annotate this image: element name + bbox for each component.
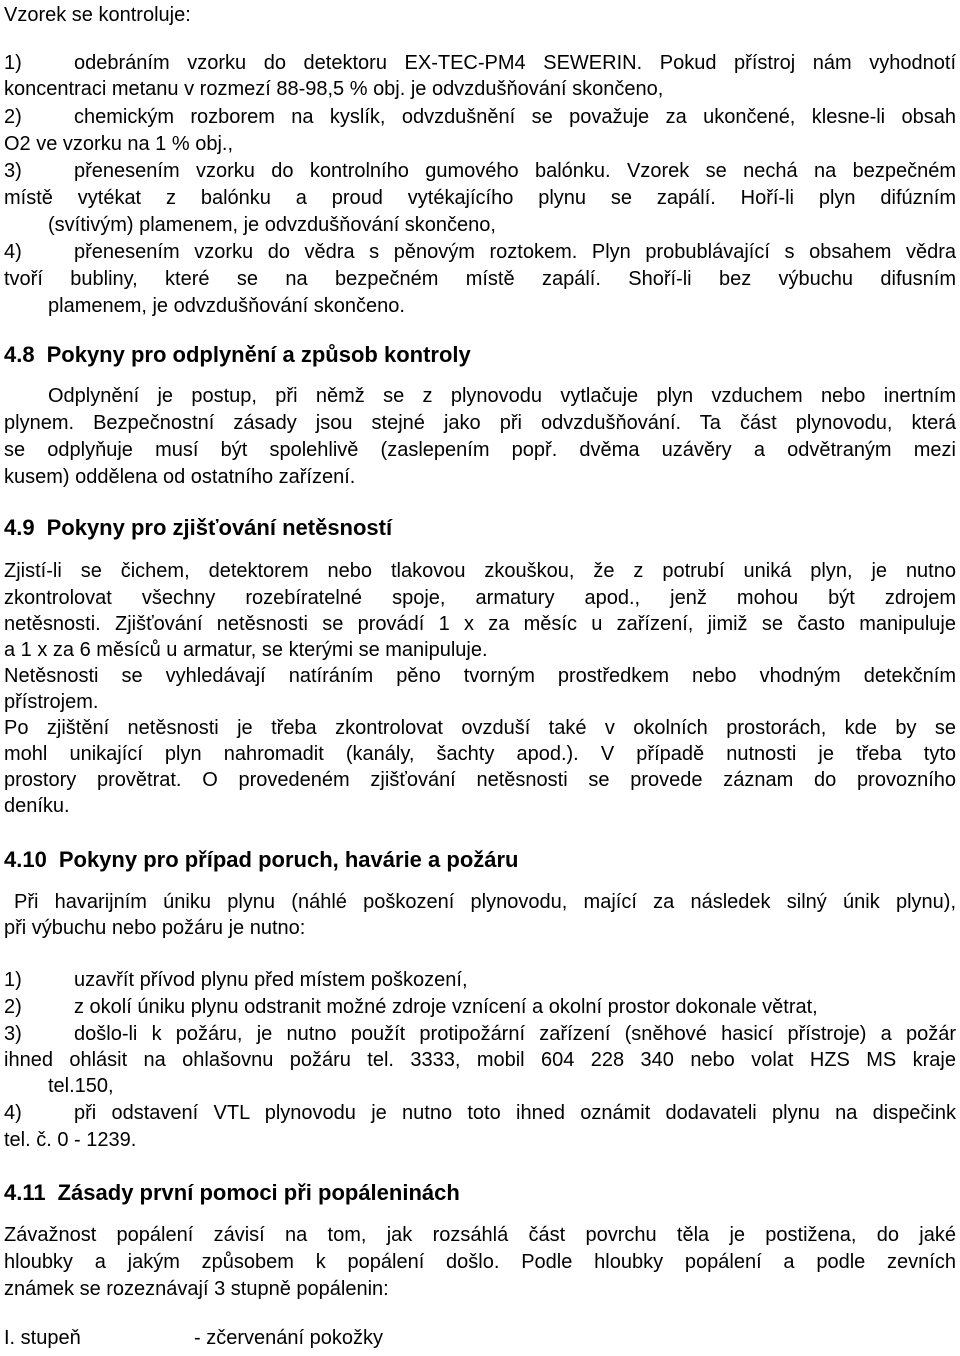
check-item-3-cont2: (svítivým) plamenem, je odvzdušňování skončeno, bbox=[48, 214, 496, 236]
check-item-1-cont: koncentraci metanu v rozmezí 88-98,5 % obj. je odvzdušňování skončeno, bbox=[4, 78, 664, 100]
paragraph-line: prostory provětrat. O provedeném zjišťování netěsnosti se provede záznam do provozního bbox=[4, 769, 956, 791]
check-item-2 bbox=[4, 104, 956, 130]
paragraph-line: mohl unikající plyn nahromadit (kanály, šachty apod.). V případě nutnosti je třeba tyto bbox=[4, 743, 956, 765]
paragraph-line: přístrojem. bbox=[4, 691, 99, 713]
section-heading-4-8 bbox=[4, 341, 471, 369]
burn-degree-1 bbox=[4, 1325, 383, 1351]
paragraph-line: Odplynění je postup, při němž se z plynovodu vytlačuje plyn vzduchem nebo inertním bbox=[48, 385, 956, 407]
emergency-item-2 bbox=[4, 994, 818, 1020]
paragraph-line: při výbuchu nebo požáru je nutno: bbox=[4, 917, 306, 939]
emergency-item-3-cont2: tel.150, bbox=[48, 1075, 114, 1097]
item-number: 3) bbox=[4, 1023, 22, 1045]
paragraph-line: Zjistí-li se čichem, detektorem nebo tlakovou zkouškou, že z potrubí uniká plyn, je nutno bbox=[4, 560, 956, 582]
section-number: 4.8 bbox=[4, 342, 35, 367]
degree-label: I. stupeň bbox=[4, 1327, 81, 1349]
check-item-1 bbox=[4, 50, 956, 76]
item-text: přenesením vzorku do vědra s pěnovým roztokem. Plyn probublávající s obsahem vědra bbox=[74, 241, 956, 263]
item-number: 1) bbox=[4, 52, 22, 74]
item-text: přenesením vzorku do kontrolního gumového balónku. Vzorek se nechá na bezpečném bbox=[74, 160, 956, 182]
paragraph-line: Při havarijním úniku plynu (náhlé poškození plynovodu, mající za následek silný únik plynu), bbox=[14, 891, 956, 913]
paragraph-line: se odplyňuje musí být spolehlivě (zaslepením popř. dvěma uzávěry a odvětraným mezi bbox=[4, 439, 956, 461]
paragraph-line: hloubky a jakým způsobem k popálení došlo. Podle hloubky popálení a podle zevních bbox=[4, 1251, 956, 1273]
paragraph-line: plynem. Bezpečnostní zásady jsou stejné jako při odvzdušňování. Ta část plynovodu, která bbox=[4, 412, 956, 434]
paragraph-line: Závažnost popálení závisí na tom, jak rozsáhlá část povrchu těla je postižena, do jaké bbox=[4, 1224, 956, 1246]
degree-description: - zčervenání pokožky bbox=[194, 1327, 383, 1349]
paragraph-line: Netěsnosti se vyhledávají natíráním pěno tvorným prostředkem nebo vhodným detekčním bbox=[4, 665, 956, 687]
check-item-2-cont: O2 ve vzorku na 1 % obj., bbox=[4, 133, 234, 155]
item-number: 3) bbox=[4, 160, 22, 182]
item-text: došlo-li k požáru, je nutno použít protipožární zařízení (sněhové hasicí přístroje) a požár bbox=[74, 1023, 956, 1045]
section-number: 4.9 bbox=[4, 515, 35, 540]
emergency-item-3-cont: ihned ohlásit na ohlašovnu požáru tel. 3333, mobil 604 228 340 nebo volat HZS MS kraje bbox=[4, 1049, 956, 1071]
intro-line: Vzorek se kontroluje: bbox=[4, 4, 191, 26]
emergency-item-4-cont: tel. č. 0 - 1239. bbox=[4, 1129, 137, 1151]
item-text: uzavřít přívod plynu před místem poškození, bbox=[74, 969, 468, 991]
check-item-4-cont2: plamenem, je odvzdušňování skončeno. bbox=[48, 295, 405, 317]
section-title: Pokyny pro zjišťování netěsností bbox=[46, 515, 393, 540]
section-number: 4.10 bbox=[4, 847, 47, 872]
paragraph-line: netěsnosti. Zjišťování netěsnosti se provádí 1 x za měsíc u zařízení, jimiž se často manipuluje bbox=[4, 613, 956, 635]
section-title: Pokyny pro odplynění a způsob kontroly bbox=[46, 342, 471, 367]
section-number: 4.11 bbox=[4, 1180, 46, 1205]
item-number: 1) bbox=[4, 969, 22, 991]
check-item-4 bbox=[4, 239, 956, 265]
paragraph-line: kusem) oddělena od ostatního zařízení. bbox=[4, 466, 356, 488]
check-item-3 bbox=[4, 158, 956, 184]
section-heading-4-9 bbox=[4, 514, 392, 542]
item-text: odebráním vzorku do detektoru EX-TEC-PM4 SEWERIN. Pokud přístroj nám vyhodnotí bbox=[74, 52, 956, 74]
item-text: chemickým rozborem na kyslík, odvzdušnění se považuje za ukončené, klesne-li obsah bbox=[74, 106, 956, 128]
item-number: 2) bbox=[4, 106, 22, 128]
item-number: 2) bbox=[4, 996, 22, 1018]
section-title: Pokyny pro případ poruch, havárie a požáru bbox=[58, 847, 519, 872]
paragraph-line: a 1 x za 6 měsíců u armatur, se kterými se manipuluje. bbox=[4, 639, 488, 661]
section-title: Zásady první pomoci při popáleninách bbox=[57, 1180, 460, 1205]
item-number: 4) bbox=[4, 241, 22, 263]
item-number: 4) bbox=[4, 1102, 22, 1124]
section-heading-4-10 bbox=[4, 846, 519, 874]
paragraph-line: Po zjištění netěsnosti je třeba zkontrolovat ovzduší také v okolních prostorách, kde by se bbox=[4, 717, 956, 739]
emergency-item-1 bbox=[4, 967, 468, 993]
item-text: při odstavení VTL plynovodu je nutno toto ihned oznámit dodavateli plynu na dispečink bbox=[74, 1102, 956, 1124]
paragraph-line: známek se rozeznávají 3 stupně popálenin: bbox=[4, 1278, 389, 1300]
item-text: z okolí úniku plynu odstranit možné zdroje vznícení a okolní prostor dokonale větrat, bbox=[74, 996, 818, 1018]
paragraph-line: deníku. bbox=[4, 795, 70, 817]
paragraph-line: zkontrolovat všechny rozebíratelné spoje, armatury apod., jenž mohou být zdrojem bbox=[4, 587, 956, 609]
check-item-3-cont: místě vytékat z balónku a proud vytékajícího plynu se zapálí. Hoří-li plyn difúzním bbox=[4, 187, 956, 209]
emergency-item-4 bbox=[4, 1100, 956, 1126]
section-heading-4-11 bbox=[4, 1179, 460, 1207]
check-item-4-cont: tvoří bubliny, které se na bezpečném místě zapálí. Shoří-li bez výbuchu difusním bbox=[4, 268, 956, 290]
emergency-item-3 bbox=[4, 1021, 956, 1047]
